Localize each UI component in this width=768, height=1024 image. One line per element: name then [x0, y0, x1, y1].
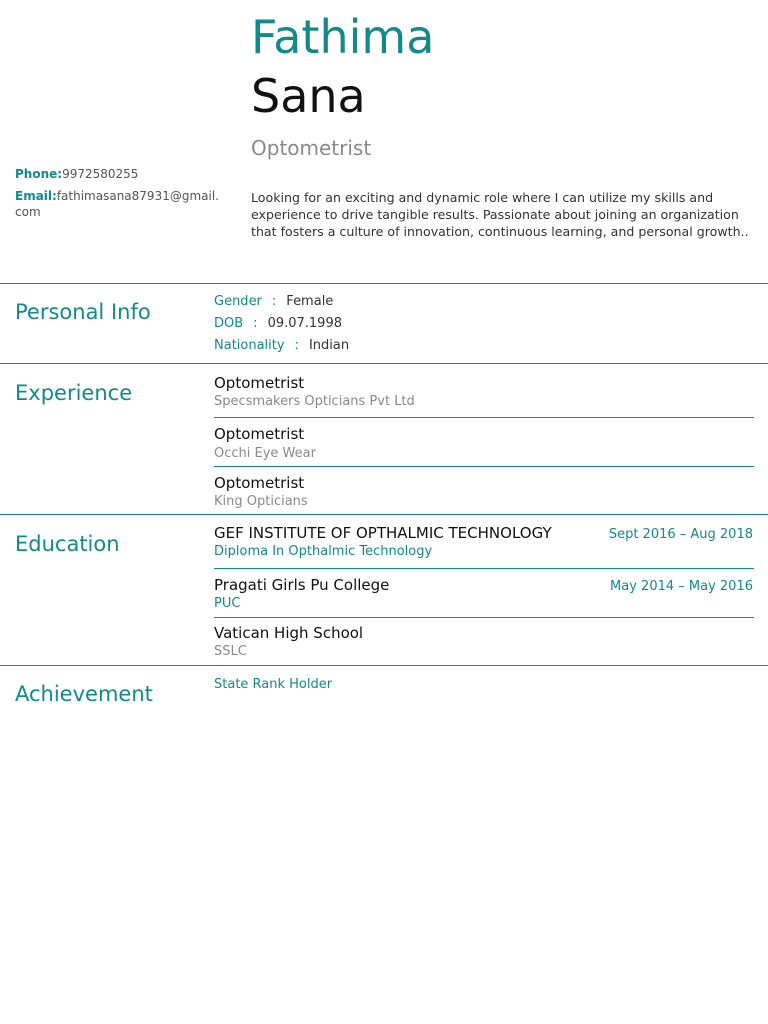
phone-value: 9972580255 — [62, 167, 139, 181]
education-degree: PUC — [214, 596, 241, 611]
education-school: GEF INSTITUTE OF OPTHALMIC TECHNOLOGY — [214, 524, 552, 542]
section-title-achievement: Achievement — [15, 682, 153, 706]
item-divider — [214, 617, 754, 618]
email-value[interactable]: fathimasana87931@gmail.com — [15, 189, 219, 219]
experience-company: King Opticians — [214, 494, 308, 509]
education-degree: Diploma In Opthalmic Technology — [214, 544, 433, 559]
info-separator: : — [271, 294, 277, 309]
email-line — [15, 188, 220, 220]
item-divider — [214, 568, 754, 569]
education-degree: SSLC — [214, 644, 247, 659]
last-name: Sana — [251, 69, 366, 123]
phone-label: Phone: — [15, 167, 63, 181]
info-key: Gender — [214, 294, 262, 309]
summary-text: Looking for an exciting and dynamic role where I can utilize my skills and experience to drive tangible results. Passionate about joining an organization that fosters a culture of innovation, continuous learning, and personal growth.. — [251, 190, 749, 239]
info-row-gender — [214, 293, 333, 311]
info-key: DOB — [214, 316, 244, 331]
section-divider — [0, 363, 768, 364]
section-title-education: Education — [15, 532, 120, 556]
item-divider — [214, 466, 754, 467]
job-title: Optometrist — [251, 136, 372, 160]
info-separator: : — [294, 338, 299, 353]
info-value: 09.07.1998 — [267, 316, 342, 331]
info-value: Indian — [308, 338, 350, 353]
phone-line — [15, 166, 220, 182]
email-label: Email: — [15, 189, 57, 203]
experience-role: Optometrist — [214, 425, 305, 443]
info-value: Female — [286, 294, 334, 309]
first-name: Fathima — [251, 10, 435, 64]
education-dates: Sept 2016 – Aug 2018 — [608, 527, 753, 542]
section-title-experience: Experience — [15, 381, 133, 405]
experience-company: Specsmakers Opticians Pvt Ltd — [214, 394, 415, 409]
section-title-personal-info: Personal Info — [15, 300, 151, 324]
education-dates: May 2014 – May 2016 — [610, 579, 753, 594]
info-row-nationality — [214, 337, 349, 355]
education-school: Vatican High School — [214, 624, 364, 642]
section-divider — [0, 665, 768, 666]
info-row-dob — [214, 315, 342, 333]
achievement-item: State Rank Holder — [214, 677, 333, 692]
item-divider — [214, 417, 754, 418]
section-divider — [0, 514, 768, 515]
experience-role: Optometrist — [214, 374, 305, 392]
info-key: Nationality — [214, 338, 285, 353]
experience-company: Occhi Eye Wear — [214, 446, 316, 461]
education-school: Pragati Girls Pu College — [214, 576, 390, 594]
experience-role: Optometrist — [214, 474, 305, 492]
section-divider — [0, 283, 768, 284]
info-separator: : — [253, 316, 258, 331]
